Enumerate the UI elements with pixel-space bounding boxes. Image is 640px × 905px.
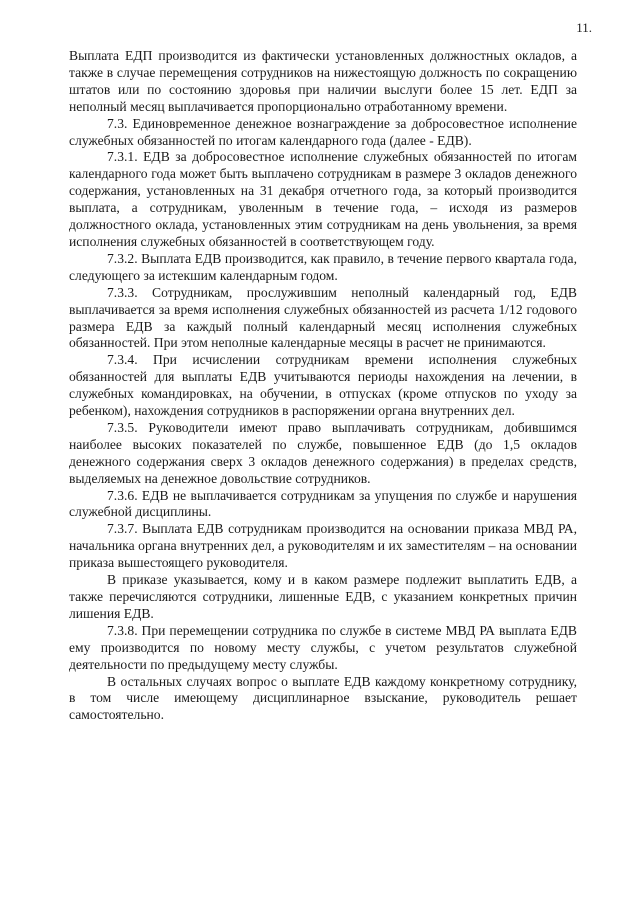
paragraph-7-3-8: 7.3.8. При перемещении сотрудника по службе в системе МВД РА выплата ЕДВ ему производится по новому месту службы, с учетом результатов служебной деятельности по предыдущему месту службы.	[69, 622, 577, 672]
document-body	[69, 48, 577, 724]
paragraph-7-3-3: 7.3.3. Сотрудникам, прослужившим неполный календарный год, ЕДВ выплачивается за время исполнения служебных обязанностей из расчета 1/12 годового размера ЕДВ за каждый полный календарный месяц исполнения служебных обязанностей. При этом неполные календарные месяцы в расчет не принимаются.	[69, 284, 577, 351]
page-number: 11.	[576, 20, 592, 35]
paragraph-7-3: 7.3. Единовременное денежное вознаграждение за добросовестное исполнение служебных обязанностей по итогам календарного года (далее - ЕДВ).	[69, 115, 577, 148]
paragraph-7-3-2: 7.3.2. Выплата ЕДВ производится, как правило, в течение первого квартала года, следующего за истекшим календарным годом.	[69, 250, 577, 283]
paragraph-7-3-5: 7.3.5. Руководители имеют право выплачивать сотрудникам, добившимся наиболее высоких показателей по службе, повышенное ЕДВ (до 1,5 окладов денежного содержания сверх 3 окладов денежного содержания) в пределах средств, выделяемых на денежное довольствие сотрудников.	[69, 419, 577, 486]
paragraph-7-3-1: 7.3.1. ЕДВ за добросовестное исполнение служебных обязанностей по итогам календарного года может быть выплачено сотрудникам в размере 3 окладов денежного содержания, установленных на 31 декабря отчетного года, за который производится выплата, а сотрудникам, уволенным в течение года, – исходя из размеров должностного оклада, установленных этим сотрудникам на день увольнения, за время исполнения служебных обязанностей в соответствующем году.	[69, 149, 577, 249]
paragraph-7-3-4: 7.3.4. При исчислении сотрудникам времени исполнения служебных обязанностей для выплаты ЕДВ учитываются периоды нахождения на лечении, в служебных командировках, на обучении, в отпусках (кроме отпусков по уходу за ребенком), нахождения сотрудников в распоряжении органа внутренних дел.	[69, 352, 577, 419]
paragraph-edp-payment: Выплата ЕДП производится из фактически установленных должностных окладов, а также в случае перемещения сотрудников на нижестоящую должность по сокращению штатов или по состоянию здоровья при наличии выслуги более 15 лет. ЕДП за неполный месяц выплачивается пропорционально отработанному времени.	[69, 48, 577, 114]
paragraph-order-details: В приказе указывается, кому и в каком размере подлежит выплатить ЕДВ, а также перечисляются сотрудники, лишенные ЕДВ, с указанием конкретных причин лишения ЕДВ.	[69, 572, 577, 621]
paragraph-7-3-7: 7.3.7. Выплата ЕДВ сотрудникам производится на основании приказа МВД РА, начальника органа внутренних дел, а руководителям и их заместителям – на основании приказа вышестоящего руководителя.	[69, 521, 577, 571]
paragraph-7-3-6: 7.3.6. ЕДВ не выплачивается сотрудникам за упущения по службе и нарушения служебной дисциплины.	[69, 487, 577, 520]
paragraph-other-cases: В остальных случаях вопрос о выплате ЕДВ каждому конкретному сотруднику, в том числе имеющему дисциплинарное взыскание, руководитель решает самостоятельно.	[69, 673, 577, 723]
